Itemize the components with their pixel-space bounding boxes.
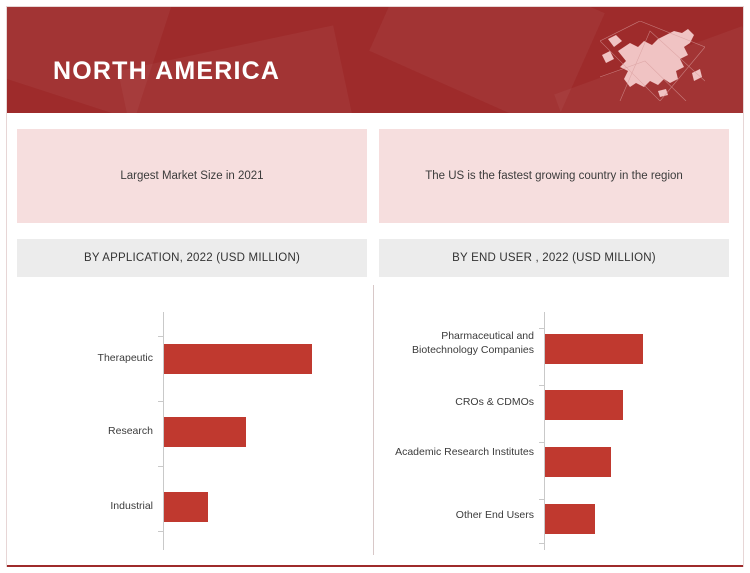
page-title: NORTH AMERICA	[53, 57, 281, 85]
callout-fastest-growing	[379, 129, 729, 223]
axis-tick	[158, 466, 163, 467]
axis-tick	[158, 531, 163, 532]
bar-label: Therapeutic	[97, 352, 153, 364]
callout-largest-market	[17, 129, 367, 223]
bar-pharma-biotech	[545, 334, 643, 364]
bottom-accent-rule	[7, 565, 743, 567]
callout-text: The US is the fastest growing country in the region	[425, 170, 683, 182]
axis-tick	[539, 543, 544, 544]
bar-label: Academic Research Institutes	[395, 446, 534, 458]
bar-label: Other End Users	[455, 509, 534, 521]
bar-industrial	[164, 492, 208, 522]
bar-label: Research	[108, 425, 153, 437]
bar-label: Pharmaceutical and Biotechnology Companies	[412, 330, 534, 356]
bar-label: CROs & CDMOs	[455, 396, 534, 408]
axis-tick	[539, 442, 544, 443]
callout-text: Largest Market Size in 2021	[120, 170, 264, 182]
axis-tick	[539, 499, 544, 500]
axis-tick	[158, 336, 163, 337]
vertical-divider	[373, 285, 374, 555]
section-title: BY APPLICATION, 2022 (USD MILLION)	[83, 252, 300, 264]
bar-cros-cdmos	[545, 390, 623, 420]
header-banner	[7, 7, 743, 113]
bar-academic-research	[545, 447, 611, 477]
section-header-by-end-user	[379, 239, 729, 277]
axis-tick	[539, 328, 544, 329]
bar-label: Industrial	[110, 500, 153, 512]
axis-tick	[539, 385, 544, 386]
section-title: BY END USER , 2022 (USD MILLION)	[452, 252, 656, 264]
chart-by-end-user	[379, 300, 729, 555]
bar-research	[164, 417, 246, 447]
axis-tick	[158, 401, 163, 402]
bar-therapeutic	[164, 344, 312, 374]
section-header-by-application	[17, 239, 367, 277]
chart-by-application	[17, 300, 367, 555]
bar-other-end-users	[545, 504, 595, 534]
europe-map-icon	[600, 21, 705, 101]
